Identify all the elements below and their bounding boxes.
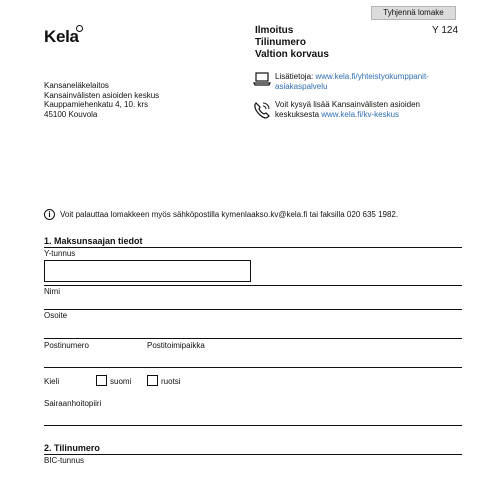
title-line-notice: Ilmoitus <box>255 25 294 36</box>
section-divider <box>44 247 462 248</box>
bic-label: BIC-tunnus <box>44 456 85 465</box>
language-swedish-checkbox[interactable] <box>147 375 158 386</box>
address-field-line[interactable] <box>44 338 462 339</box>
web-contact-text <box>275 72 429 92</box>
ytunnus-input[interactable] <box>44 260 251 282</box>
kv-center-link[interactable]: www.kela.fi/kv-keskus <box>321 110 400 119</box>
web-link-cont[interactable]: asiakaspalvelu <box>275 82 328 91</box>
kela-logo: Kela <box>44 27 79 46</box>
district-label: Sairaanhoitopiiri <box>44 399 102 408</box>
web-prefix: Lisätietoja: <box>275 72 316 81</box>
title-line-account: Tilinumero <box>255 37 306 48</box>
address-line: Kansaneläkelaitos <box>44 81 109 90</box>
web-link[interactable]: www.kela.fi/yhteistyokumppanit- <box>315 72 429 81</box>
info-icon: i <box>44 209 55 220</box>
district-field-line[interactable] <box>44 425 462 426</box>
phone-icon <box>252 100 272 120</box>
address-line: Kansainvälisten asioiden keskus <box>44 90 160 100</box>
section-1-heading: 1. Maksunsaajan tiedot <box>44 236 143 246</box>
title-line-compensation: Valtion korvaus <box>255 49 329 60</box>
postal-place-label: Postitoimipaikka <box>147 341 205 350</box>
field-divider <box>44 285 462 286</box>
ytunnus-label: Y-tunnus <box>44 249 76 258</box>
clear-form-button[interactable]: Tyhjennä lomake <box>371 6 456 20</box>
name-label: Nimi <box>44 287 60 296</box>
logo-mark-icon <box>76 25 83 32</box>
section-divider <box>44 454 462 455</box>
address-label: Osoite <box>44 311 68 320</box>
name-field-line[interactable] <box>44 309 462 310</box>
phone-line1: Voit kysyä lisää Kansainvälisten asioiden <box>275 100 420 109</box>
form-code: Y 124 <box>432 25 458 36</box>
return-info-text: Voit palauttaa lomakkeen myös sähköpostilla kymenlaakso.kv@kela.fi tai faksilla 020 635 1982. <box>60 210 399 219</box>
postal-field-line[interactable] <box>44 367 462 368</box>
phone-line2-prefix: keskuksesta <box>275 110 322 119</box>
address-line: Kauppamiehenkatu 4, 10. krs <box>44 100 149 109</box>
recipient-address <box>44 81 159 119</box>
language-label: Kieli <box>44 377 60 386</box>
section-2-heading: 2. Tilinumero <box>44 443 100 453</box>
language-swedish-label: ruotsi <box>161 377 181 386</box>
postal-code-label: Postinumero <box>44 341 89 350</box>
language-finnish-label: suomi <box>110 377 132 386</box>
language-finnish-checkbox[interactable] <box>96 375 107 386</box>
phone-contact-text <box>275 100 420 120</box>
laptop-icon <box>253 72 271 86</box>
form-title <box>255 25 329 61</box>
address-line: 45100 Kouvola <box>44 109 98 119</box>
